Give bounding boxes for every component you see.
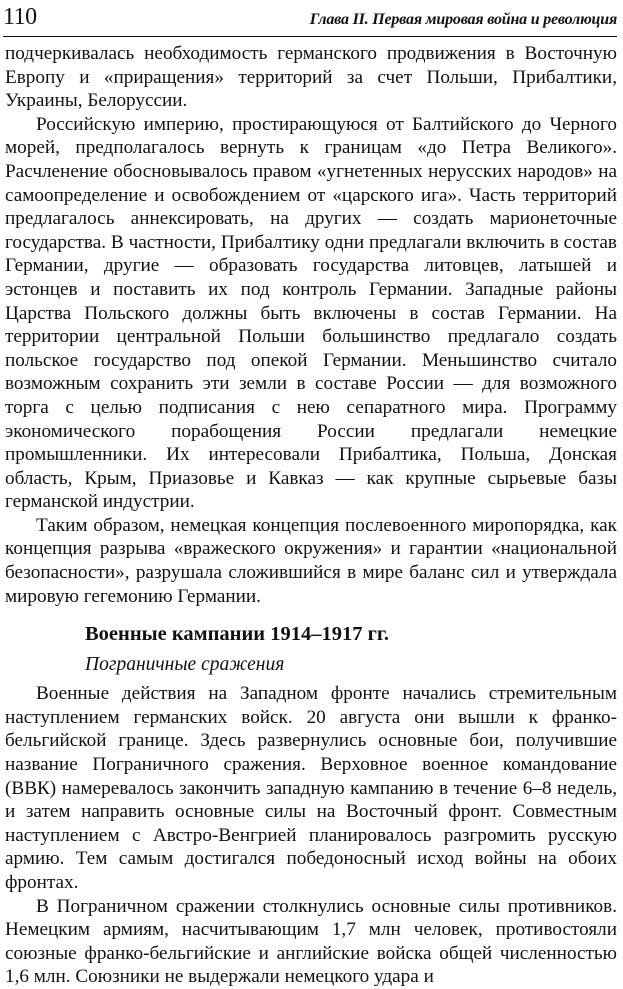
paragraph: Таким образом, немецкая концепция послевоенного миропорядка, как концепция разрыва «вражеского окружения» и гарантии «национальной безопасности», разрушала сложившийся в мире баланс сил и утверждала мировую гегемонию Германии. xyxy=(5,514,617,607)
subsection-heading: Пограничные сражения xyxy=(85,654,285,676)
running-head: Глава II. Первая мировая война и революция xyxy=(309,11,617,28)
page-body xyxy=(5,42,617,989)
paragraph: Военные действия на Западном фронте начались стремительным наступлением германских войск. 20 августа они вышли к франко-бельгийской границе. Здесь развернулись основные бои, получившие название Пограничного сражения. Верховное военное командование (ВВК) намеревалось закончить западную кампанию в течение 6–8 недель, и затем направить основные силы на Восточный фронт. Совместным наступлением с Австро-Венгрией планировалось разгромить русскую армию. Тем самым достигался победоносный исход войны на обоих фронтах. xyxy=(5,683,617,893)
section-heading: Военные кампании 1914–1917 гг. xyxy=(85,623,390,646)
paragraph: подчеркивалась необходимость германского продвижения в Восточную Европу и «приращения» территорий за счет Польши, Прибалтики, Украины, Белоруссии. xyxy=(5,43,617,112)
page-header xyxy=(3,2,617,37)
paragraph: В Пограничном сражении столкнулись основные силы противников. Немецким армиям, насчитывающим 1,7 млн человек, противостояли союзные франко-бельгийские и английские войска общей численностью 1,6 млн. Союзники не выдержали немецкого удара и xyxy=(5,895,617,988)
paragraph: Российскую империю, простирающуюся от Балтийского до Черного морей, предполагалось вернуть к границам «до Петра Великого». Расчленение обосновывалось правом «угнетенных нерусских народов» на самоопределение и освобождением от «царского ига». Часть территорий предлагалось аннексировать, на других — создать марионеточные государства. В частности, Прибалтику одни предлагали включить в состав Германии, другие — образовать государства литовцев, латышей и эстонцев и поставить их под контроль Германии. Западные районы Царства Польского должны быть включены в состав Германии. На территории центральной Польши большинство предлагало создать польское государство под опекой Германии. Меньшинство считало возможным сохранить эти земли в составе России — для возможного торга с целью подписания с нею сепаратного мира. Программу экономического порабощения России предлагали немецкие промышленники. Их интересовали Прибалтика, Польша, Донская область, Крым, Приазовье и Кавказ — как крупные сырьевые базы германской индустрии. xyxy=(5,113,617,513)
page-number: 110 xyxy=(3,4,37,30)
